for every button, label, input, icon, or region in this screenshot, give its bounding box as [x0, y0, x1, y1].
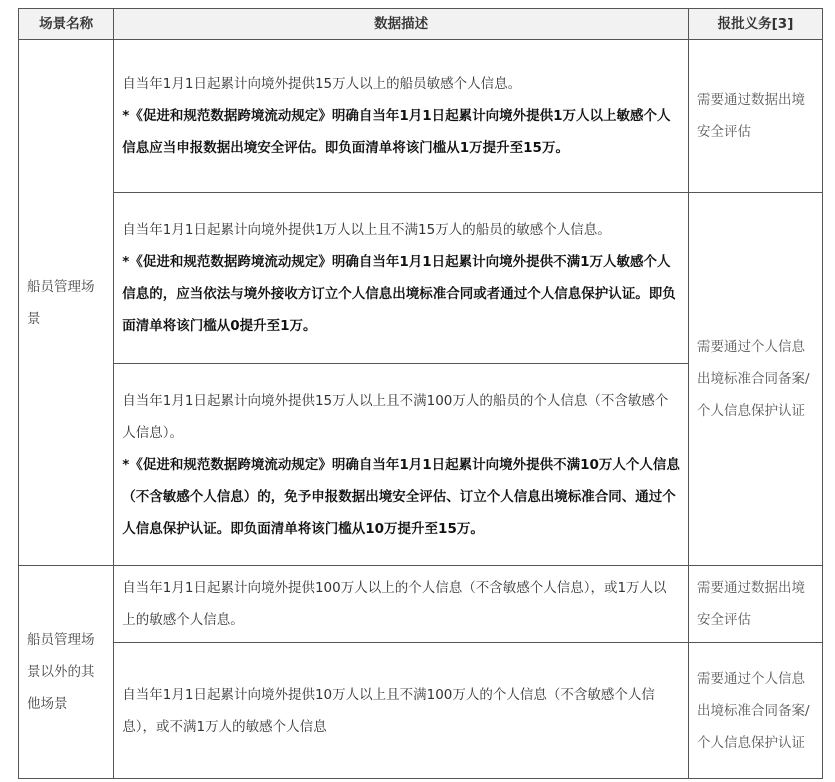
scene-cell-crew: 船员管理场景: [19, 40, 114, 566]
description-text: 自当年1月1日起累计向境外提供100万人以上的个人信息（不含敏感个人信息），或1万人以上的敏感个人信息。: [122, 580, 667, 628]
table-row: [19, 40, 823, 193]
description-cell: [114, 40, 689, 193]
data-export-table: [18, 8, 823, 779]
regulation-note: *《促进和规范数据跨境流动规定》明确自当年1月1日起累计向境外提供1万人以上敏感个人信息应当申报数据出境安全评估。即负面清单将该门槛从1万提升至15万。: [122, 108, 671, 156]
table-row: [19, 643, 823, 779]
description-text: 自当年1月1日起累计向境外提供15万人以上且不满100万人的船员的个人信息（不含敏感个人信息）。: [122, 392, 669, 441]
table-row: [19, 566, 823, 643]
description-cell: [114, 566, 689, 643]
duty-cell: 需要通过个人信息出境标准合同备案/个人信息保护认证: [689, 193, 823, 566]
regulation-note: *《促进和规范数据跨境流动规定》明确自当年1月1日起累计向境外提供不满10万人个人信息（不含敏感个人信息）的，免予申报数据出境安全评估、订立个人信息出境标准合同、通过个人信息保护认证。即负面清单将该门槛从10万提升至15万。: [122, 456, 680, 537]
table-row: [19, 193, 823, 364]
header-data-description: 数据描述: [114, 9, 689, 40]
duty-cell: 需要通过数据出境安全评估: [689, 566, 823, 643]
description-text: 自当年1月1日起累计向境外提供1万人以上且不满15万人的船员的敏感个人信息。: [122, 222, 611, 238]
scene-cell-other: 船员管理场景以外的其他场景: [19, 566, 114, 779]
description-cell: [114, 364, 689, 566]
header-row: [19, 9, 823, 40]
duty-cell: 需要通过个人信息出境标准合同备案/个人信息保护认证: [689, 643, 823, 779]
header-scene-name: 场景名称: [19, 9, 114, 40]
header-reporting-duty: 报批义务[3]: [689, 9, 823, 40]
description-text: 自当年1月1日起累计向境外提供10万人以上且不满100万人的个人信息（不含敏感个人信息），或不满1万人的敏感个人信息: [122, 686, 655, 735]
description-cell: [114, 193, 689, 364]
description-text: 自当年1月1日起累计向境外提供15万人以上的船员敏感个人信息。: [122, 76, 522, 92]
description-cell: [114, 643, 689, 779]
regulation-note: *《促进和规范数据跨境流动规定》明确自当年1月1日起累计向境外提供不满1万人敏感个人信息的，应当依法与境外接收方订立个人信息出境标准合同或者通过个人信息保护认证。即负面清单将该门槛从0提升至1万。: [122, 254, 676, 334]
duty-cell: 需要通过数据出境安全评估: [689, 40, 823, 193]
